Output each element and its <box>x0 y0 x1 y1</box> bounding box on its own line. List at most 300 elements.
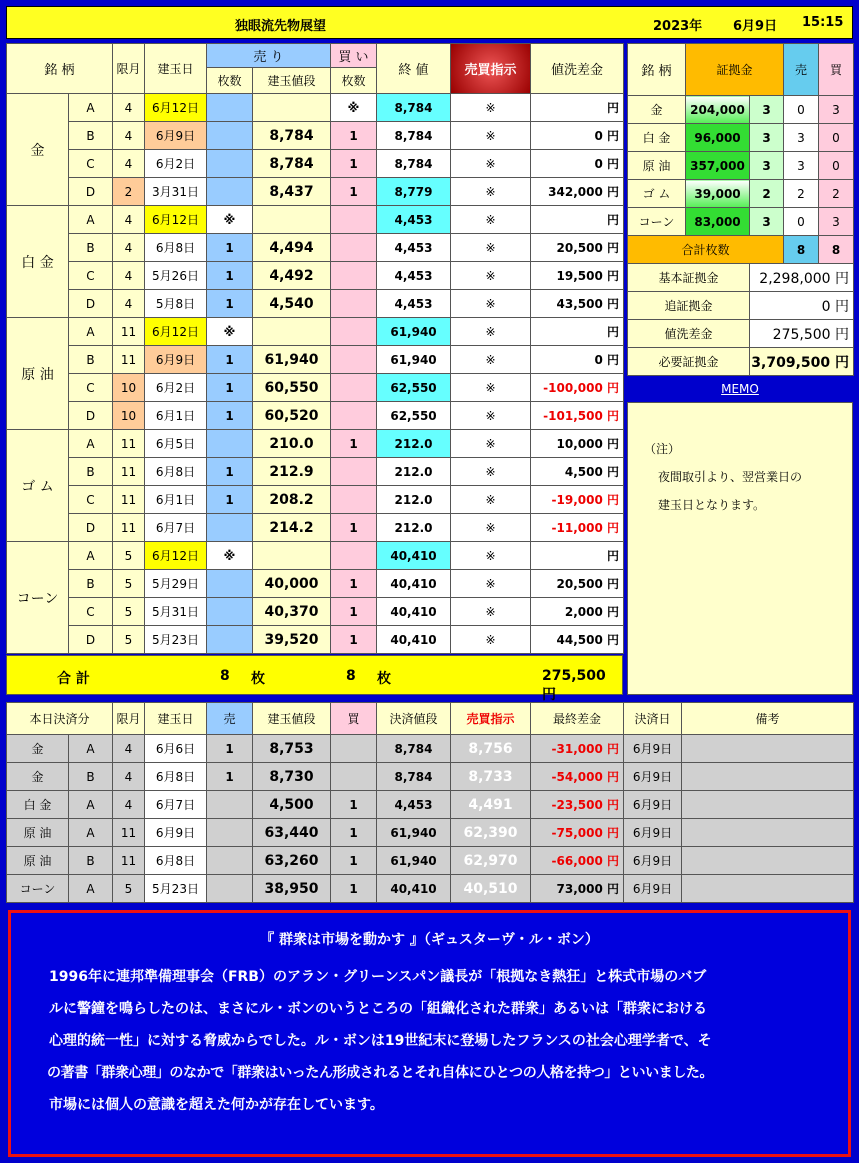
trade-signal: ※ <box>451 486 531 514</box>
settle-sell: 1 <box>207 735 253 763</box>
side-col-uri: 売 <box>784 44 819 96</box>
contract-month: 4 <box>113 234 145 262</box>
trade-signal: ※ <box>451 150 531 178</box>
margin-sell: 0 <box>784 96 819 124</box>
margin-amount: 39,000 <box>686 180 750 208</box>
sell-count: 1 <box>207 402 253 430</box>
position-price: 8,784 <box>253 150 331 178</box>
contract-month: 5 <box>113 570 145 598</box>
margin-commodity: ゴ ム <box>628 180 686 208</box>
total-count-buy: 8 <box>819 236 854 264</box>
settle-month: 4 <box>113 735 145 763</box>
quote-title: 『 群衆は市場を動かす 』（ギュスターヴ・ル・ボン） <box>260 932 599 948</box>
margin-row <box>628 180 854 208</box>
contract-month: 4 <box>113 94 145 122</box>
settle-month: 5 <box>113 875 145 903</box>
margin-row <box>628 96 854 124</box>
position-key: D <box>69 402 113 430</box>
close-price: 8,779 <box>377 178 451 206</box>
settle-col-tategyokubi: 建玉日 <box>145 703 207 735</box>
position-price: 40,370 <box>253 598 331 626</box>
settle-remarks <box>682 819 854 847</box>
contract-month: 10 <box>113 374 145 402</box>
header-bar <box>6 6 853 39</box>
side-col-meigara: 銘 柄 <box>628 44 686 96</box>
settle-date: 6月9日 <box>624 735 682 763</box>
settlement-row <box>7 875 854 903</box>
position-key: C <box>69 598 113 626</box>
settle-col-kessai-neda: 決済値段 <box>377 703 451 735</box>
settle-price: 8,784 <box>377 735 451 763</box>
margin-amount: 96,000 <box>686 124 750 152</box>
quote-body <box>11 953 848 1121</box>
side-col-shokokin: 証拠金 <box>686 44 784 96</box>
trade-signal: ※ <box>451 626 531 654</box>
position-date: 6月5日 <box>145 430 207 458</box>
trade-signal: ※ <box>451 262 531 290</box>
settle-col-kai: 買 <box>331 703 377 735</box>
position-date: 6月12日 <box>145 542 207 570</box>
side-col-kai: 買 <box>819 44 854 96</box>
total-count-row <box>628 236 854 264</box>
position-row <box>7 430 624 458</box>
buy-count: 1 <box>331 514 377 542</box>
contract-month: 11 <box>113 514 145 542</box>
margin-count: 3 <box>750 208 784 236</box>
position-date: 5月29日 <box>145 570 207 598</box>
position-price: 60,520 <box>253 402 331 430</box>
contract-month: 4 <box>113 262 145 290</box>
close-price: 212.0 <box>377 486 451 514</box>
position-key: A <box>69 430 113 458</box>
settle-sell <box>207 847 253 875</box>
position-date: 6月12日 <box>145 206 207 234</box>
trade-signal: ※ <box>451 402 531 430</box>
settle-sell <box>207 875 253 903</box>
memo-line: （注） <box>644 442 681 456</box>
margin-commodity: 白 金 <box>628 124 686 152</box>
margin-table <box>627 43 854 376</box>
header-time: 15:15 <box>802 15 844 30</box>
settle-col-gengetsu: 限月 <box>113 703 145 735</box>
position-date: 5月8日 <box>145 290 207 318</box>
close-price: 62,550 <box>377 374 451 402</box>
mark-to-market-diff: -101,500 円 <box>531 402 624 430</box>
contract-month: 11 <box>113 458 145 486</box>
mark-to-market-diff: 10,000 円 <box>531 430 624 458</box>
mark-to-market-diff: 円 <box>531 94 624 122</box>
position-price <box>253 206 331 234</box>
commodity-name: 原 油 <box>7 318 69 430</box>
margin-amount: 83,000 <box>686 208 750 236</box>
settle-position-price: 38,950 <box>253 875 331 903</box>
trade-signal: ※ <box>451 290 531 318</box>
sell-count: 1 <box>207 374 253 402</box>
contract-month: 4 <box>113 122 145 150</box>
total-count-label: 合計枚数 <box>628 236 784 264</box>
memo-line: 建玉日となります。 <box>658 498 766 512</box>
settlement-table <box>6 702 854 903</box>
mark-to-market-diff: 20,500 円 <box>531 234 624 262</box>
close-price: 40,410 <box>377 626 451 654</box>
sell-count <box>207 598 253 626</box>
trade-signal: ※ <box>451 178 531 206</box>
settle-remarks <box>682 875 854 903</box>
mark-to-market-diff: 0 円 <box>531 150 624 178</box>
position-key: B <box>69 234 113 262</box>
settle-month: 4 <box>113 763 145 791</box>
settle-sell: 1 <box>207 763 253 791</box>
close-price: 40,410 <box>377 570 451 598</box>
margin-amount: 357,000 <box>686 152 750 180</box>
quote-line: 心理的統一性」に対する脅威からでした。ル・ボンは19世紀末に登場したフランスの社会心理学者で、そ <box>49 1033 712 1049</box>
settle-position-price: 63,440 <box>253 819 331 847</box>
position-date: 6月7日 <box>145 514 207 542</box>
summary-row <box>628 292 854 320</box>
settle-buy: 1 <box>331 875 377 903</box>
settle-position-date: 6月7日 <box>145 791 207 819</box>
close-price: 62,550 <box>377 402 451 430</box>
position-key: B <box>69 122 113 150</box>
positions-table <box>6 43 624 654</box>
position-date: 5月23日 <box>145 626 207 654</box>
sell-count: 1 <box>207 234 253 262</box>
buy-count <box>331 458 377 486</box>
position-price: 4,494 <box>253 234 331 262</box>
col-tategyokubi: 建玉日 <box>145 44 207 94</box>
position-key: C <box>69 262 113 290</box>
settlement-row <box>7 847 854 875</box>
settle-col-biko: 備考 <box>682 703 854 735</box>
settle-commodity: コーン <box>7 875 69 903</box>
col-signal: 売買指示 <box>451 44 531 94</box>
commodity-name: ゴ ム <box>7 430 69 542</box>
sell-count: 1 <box>207 346 253 374</box>
buy-count: 1 <box>331 570 377 598</box>
mark-to-market-diff: 0 円 <box>531 346 624 374</box>
contract-month: 11 <box>113 486 145 514</box>
position-row <box>7 542 624 570</box>
settle-buy <box>331 735 377 763</box>
settle-price: 61,940 <box>377 847 451 875</box>
contract-month: 4 <box>113 290 145 318</box>
mark-to-market-diff: 19,500 円 <box>531 262 624 290</box>
settle-col-title: 本日決済分 <box>7 703 113 735</box>
settle-buy <box>331 763 377 791</box>
mark-to-market-diff: 4,500 円 <box>531 458 624 486</box>
margin-commodity: 原 油 <box>628 152 686 180</box>
settlement-row <box>7 819 854 847</box>
settle-commodity: 金 <box>7 763 69 791</box>
position-key: D <box>69 290 113 318</box>
col-gengetsu: 限月 <box>113 44 145 94</box>
sell-count <box>207 430 253 458</box>
position-row <box>7 206 624 234</box>
settle-sell <box>207 819 253 847</box>
margin-row <box>628 208 854 236</box>
mark-to-market-diff: 44,500 円 <box>531 626 624 654</box>
margin-count: 3 <box>750 96 784 124</box>
settle-price: 40,410 <box>377 875 451 903</box>
page-title: 独眼流先物展望 <box>235 19 327 34</box>
position-price: 214.2 <box>253 514 331 542</box>
margin-sell: 0 <box>784 208 819 236</box>
sell-count <box>207 94 253 122</box>
memo-box <box>627 402 853 695</box>
position-key: A <box>69 206 113 234</box>
sell-count: ※ <box>207 206 253 234</box>
position-date: 5月26日 <box>145 262 207 290</box>
margin-buy: 3 <box>819 208 854 236</box>
mark-to-market-diff: -100,000 円 <box>531 374 624 402</box>
memo-link[interactable]: MEMO <box>721 382 759 396</box>
position-key: C <box>69 150 113 178</box>
col-arai-sagaku: 値洗差金 <box>531 44 624 94</box>
total-buy: 8 <box>346 668 356 684</box>
buy-count: 1 <box>331 150 377 178</box>
commodity-name: コーン <box>7 542 69 654</box>
quote-line: 市場には個人の意識を超えた何かが存在しています。 <box>49 1097 384 1113</box>
settlement-row <box>7 791 854 819</box>
close-price: 4,453 <box>377 262 451 290</box>
quote-line: 1996年に連邦準備理事会（FRB）のアラン・グリーンスパン議長が「根拠なき熱狂」と株式市場のバブ <box>49 969 707 985</box>
summary-row <box>628 320 854 348</box>
margin-row <box>628 124 854 152</box>
settle-remarks <box>682 735 854 763</box>
position-date: 6月9日 <box>145 122 207 150</box>
position-price <box>253 94 331 122</box>
trade-signal: ※ <box>451 458 531 486</box>
margin-row <box>628 152 854 180</box>
position-date: 6月9日 <box>145 346 207 374</box>
contract-month: 5 <box>113 542 145 570</box>
settle-month: 11 <box>113 847 145 875</box>
mark-to-market-diff: 0 円 <box>531 122 624 150</box>
settle-remarks <box>682 763 854 791</box>
close-price: 212.0 <box>377 458 451 486</box>
sell-count <box>207 626 253 654</box>
position-row <box>7 402 624 430</box>
settle-month: 4 <box>113 791 145 819</box>
col-kai: 買 い <box>331 44 377 68</box>
position-date: 6月1日 <box>145 486 207 514</box>
summary-value: 275,500 円 <box>750 320 854 348</box>
position-date: 6月8日 <box>145 234 207 262</box>
quote-line: ルに警鐘を鳴らしたのは、まさにル・ボンのいうところの「組織化された群衆」あるいは「群衆における <box>49 1001 707 1017</box>
buy-count <box>331 374 377 402</box>
sell-count: 1 <box>207 262 253 290</box>
position-price: 208.2 <box>253 486 331 514</box>
settle-col-signal: 売買指示 <box>451 703 531 735</box>
close-price: 61,940 <box>377 346 451 374</box>
contract-month: 5 <box>113 626 145 654</box>
contract-month: 10 <box>113 402 145 430</box>
memo-line: 夜間取引より、翌営業日の <box>658 470 803 484</box>
position-date: 6月1日 <box>145 402 207 430</box>
position-price: 39,520 <box>253 626 331 654</box>
settle-position-date: 5月23日 <box>145 875 207 903</box>
settle-signal-price: 4,491 <box>451 791 531 819</box>
trade-signal: ※ <box>451 570 531 598</box>
buy-count: ※ <box>331 94 377 122</box>
col-buy-maisu: 枚数 <box>331 68 377 94</box>
buy-count: 1 <box>331 598 377 626</box>
buy-count <box>331 346 377 374</box>
summary-row <box>628 348 854 376</box>
buy-count: 1 <box>331 626 377 654</box>
settlement-row <box>7 735 854 763</box>
position-row <box>7 318 624 346</box>
mark-to-market-diff: 円 <box>531 206 624 234</box>
buy-count <box>331 290 377 318</box>
buy-count <box>331 234 377 262</box>
sell-count <box>207 150 253 178</box>
position-row <box>7 514 624 542</box>
close-price: 4,453 <box>377 290 451 318</box>
summary-label: 追証拠金 <box>628 292 750 320</box>
mark-to-market-diff: 342,000 円 <box>531 178 624 206</box>
margin-amount: 204,000 <box>686 96 750 124</box>
settle-remarks <box>682 791 854 819</box>
settle-position-date: 6月8日 <box>145 763 207 791</box>
settle-price: 61,940 <box>377 819 451 847</box>
sell-count <box>207 514 253 542</box>
position-key: C <box>69 374 113 402</box>
position-row <box>7 626 624 654</box>
margin-buy: 2 <box>819 180 854 208</box>
position-key: D <box>69 626 113 654</box>
quote-line: の著書「群衆心理」のなかで「群衆はいったん形成されるとそれ自体にひとつの人格を持つ」といいました。 <box>47 1065 714 1081</box>
settle-commodity: 原 油 <box>7 819 69 847</box>
position-date: 5月31日 <box>145 598 207 626</box>
position-row <box>7 290 624 318</box>
margin-buy: 3 <box>819 96 854 124</box>
mark-to-market-diff: 43,500 円 <box>531 290 624 318</box>
settle-col-uri: 売 <box>207 703 253 735</box>
trade-signal: ※ <box>451 430 531 458</box>
close-price: 8,784 <box>377 122 451 150</box>
sell-count <box>207 178 253 206</box>
settle-date: 6月9日 <box>624 847 682 875</box>
total-buy-unit: 枚 <box>377 671 391 687</box>
margin-sell: 3 <box>784 152 819 180</box>
close-price: 212.0 <box>377 514 451 542</box>
sell-count <box>207 570 253 598</box>
settle-remarks <box>682 847 854 875</box>
settle-position-date: 6月9日 <box>145 819 207 847</box>
position-date: 6月12日 <box>145 318 207 346</box>
sell-count <box>207 122 253 150</box>
settle-final-diff: 73,000 円 <box>531 875 624 903</box>
position-price: 60,550 <box>253 374 331 402</box>
sell-count: 1 <box>207 486 253 514</box>
position-key: A <box>69 318 113 346</box>
total-row <box>6 655 623 703</box>
close-price: 8,784 <box>377 94 451 122</box>
margin-buy: 0 <box>819 152 854 180</box>
position-row <box>7 458 624 486</box>
contract-month: 4 <box>113 150 145 178</box>
margin-sell: 3 <box>784 124 819 152</box>
position-date: 6月2日 <box>145 374 207 402</box>
settle-col-kessaibi: 決済日 <box>624 703 682 735</box>
summary-value: 3,709,500 円 <box>750 348 854 376</box>
close-price: 61,940 <box>377 318 451 346</box>
position-price: 61,940 <box>253 346 331 374</box>
settle-signal-price: 62,390 <box>451 819 531 847</box>
trade-signal: ※ <box>451 514 531 542</box>
settle-position-price: 63,260 <box>253 847 331 875</box>
settle-date: 6月9日 <box>624 819 682 847</box>
settle-signal-price: 8,733 <box>451 763 531 791</box>
settle-position-price: 8,730 <box>253 763 331 791</box>
settle-key: B <box>69 763 113 791</box>
margin-commodity: 金 <box>628 96 686 124</box>
position-key: B <box>69 570 113 598</box>
total-sell: 8 <box>220 668 230 684</box>
col-meigara: 銘 柄 <box>7 44 113 94</box>
buy-count <box>331 402 377 430</box>
contract-month: 4 <box>113 206 145 234</box>
mark-to-market-diff: 円 <box>531 318 624 346</box>
position-price <box>253 542 331 570</box>
trade-signal: ※ <box>451 206 531 234</box>
settle-col-saishu-sagaku: 最終差金 <box>531 703 624 735</box>
trade-signal: ※ <box>451 346 531 374</box>
buy-count: 1 <box>331 178 377 206</box>
settle-commodity: 原 油 <box>7 847 69 875</box>
settle-position-price: 4,500 <box>253 791 331 819</box>
settle-signal-price: 62,970 <box>451 847 531 875</box>
buy-count <box>331 318 377 346</box>
trade-signal: ※ <box>451 122 531 150</box>
settle-date: 6月9日 <box>624 875 682 903</box>
trade-signal: ※ <box>451 94 531 122</box>
trade-signal: ※ <box>451 542 531 570</box>
position-key: A <box>69 94 113 122</box>
close-price: 40,410 <box>377 598 451 626</box>
position-row <box>7 346 624 374</box>
position-date: 6月2日 <box>145 150 207 178</box>
settle-position-price: 8,753 <box>253 735 331 763</box>
contract-month: 5 <box>113 598 145 626</box>
contract-month: 11 <box>113 318 145 346</box>
sell-count: ※ <box>207 318 253 346</box>
settle-price: 4,453 <box>377 791 451 819</box>
position-row <box>7 374 624 402</box>
trade-signal: ※ <box>451 374 531 402</box>
total-diff: 275,500 円 <box>542 668 606 703</box>
summary-label: 値洗差金 <box>628 320 750 348</box>
close-price: 212.0 <box>377 430 451 458</box>
position-date: 6月8日 <box>145 458 207 486</box>
position-row <box>7 598 624 626</box>
header-date: 6月9日 <box>733 19 778 34</box>
settle-position-date: 6月8日 <box>145 847 207 875</box>
position-price: 8,437 <box>253 178 331 206</box>
summary-label: 必要証拠金 <box>628 348 750 376</box>
position-price: 4,540 <box>253 290 331 318</box>
position-price: 40,000 <box>253 570 331 598</box>
col-uri: 売 り <box>207 44 331 68</box>
settle-month: 11 <box>113 819 145 847</box>
settle-key: A <box>69 735 113 763</box>
margin-commodity: コーン <box>628 208 686 236</box>
mark-to-market-diff: 2,000 円 <box>531 598 624 626</box>
commodity-name: 金 <box>7 94 69 206</box>
settle-position-date: 6月6日 <box>145 735 207 763</box>
col-owarine: 終 値 <box>377 44 451 94</box>
